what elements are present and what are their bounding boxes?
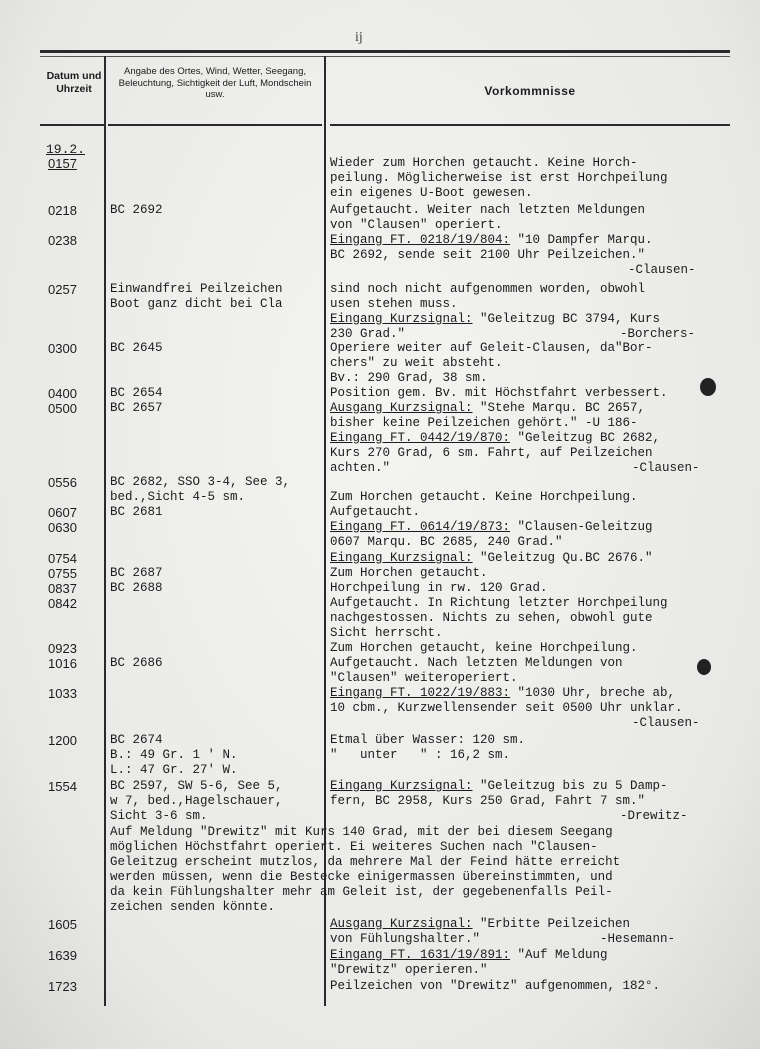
event-line (330, 917, 630, 932)
event-signature: -Hesemann- (600, 932, 676, 946)
event-line: BC 2692, sende seit 2100 Uhr Peilzeichen." (330, 248, 646, 262)
event-line: 0607 Marqu. BC 2685, 240 Grad." (330, 535, 563, 549)
narrative-line: werden müssen, wenn die Bestecke einigermassen übereinstimmten, und (110, 870, 613, 884)
event-line (330, 312, 660, 327)
header-location: Angabe des Ortes, Wind, Wetter, Seegang, Beleuchtung, Sichtigkeit der Luft, Mondschein usw. (118, 66, 312, 101)
location-entry: Boot ganz dicht bei Cla (110, 297, 283, 311)
time-entry: 1016 (48, 656, 77, 671)
header-rule-events (330, 124, 730, 126)
event-message-label: Eingang FT. 0218/19/804: (330, 233, 511, 247)
event-line: Zum Horchen getaucht. Keine Horchpeilung. (330, 490, 638, 504)
event-line: Aufgetaucht. (330, 505, 421, 519)
location-entry: BC 2682, SSO 3-4, See 3, (110, 475, 291, 489)
location-entry: BC 2681 (110, 505, 163, 519)
header-events: Vorkommnisse (484, 84, 576, 98)
location-entry: Sicht 3-6 sm. (110, 809, 208, 823)
event-message-text: "Clausen-Geleitzug (510, 520, 653, 534)
time-entry: 0157 (48, 156, 77, 171)
event-message-label: Eingang FT. 0442/19/870: (330, 431, 511, 445)
narrative-line: zeichen senden könnte. (110, 900, 276, 914)
event-line: Horchpeilung in rw. 120 Grad. (330, 581, 548, 595)
event-line: 230 Grad." (330, 327, 406, 341)
event-signature: -Clausen- (632, 461, 700, 475)
event-signature: -Clausen- (628, 263, 696, 277)
page-number: ij (355, 30, 363, 45)
event-signature: -Clausen- (632, 716, 700, 730)
location-entry: BC 2645 (110, 341, 163, 355)
event-line: Peilzeichen von "Drewitz" aufgenommen, 182°. (330, 979, 661, 993)
time-entry: 0837 (48, 581, 77, 596)
event-line: Aufgetaucht. Weiter nach letzten Meldungen (330, 203, 646, 217)
time-entry: 0238 (48, 233, 77, 248)
location-entry: bed.,Sicht 4-5 sm. (110, 490, 246, 504)
time-entry: 1605 (48, 917, 77, 932)
top-rule-thin (40, 56, 730, 57)
event-line: usen stehen muss. (330, 297, 458, 311)
event-line: "Clausen" weiteroperiert. (330, 671, 518, 685)
narrative-line: Geleitzug erscheint mutzlos, da mehrere Mal der Feind hätte erreicht (110, 855, 621, 869)
time-entry: 0755 (48, 566, 77, 581)
location-entry: Einwandfrei Peilzeichen (110, 282, 283, 296)
time-entry: 0754 (48, 551, 77, 566)
ink-blot (697, 659, 711, 675)
event-message-label: Eingang FT. 0614/19/873: (330, 520, 511, 534)
time-entry: 1723 (48, 979, 77, 994)
narrative-line: da kein Fühlungshalter mehr am Geleit ist, der gegebenenfalls Peil- (110, 885, 613, 899)
event-line: bisher keine Peilzeichen gehört." -U 186- (330, 416, 638, 430)
event-line: von "Clausen" operiert. (330, 218, 503, 232)
event-line: chers" zu weit absteht. (330, 356, 503, 370)
event-message-text: "Geleitzug BC 2682, (510, 431, 661, 445)
event-line: Wieder zum Horchen getaucht. Keine Horch- (330, 156, 638, 170)
event-line: Aufgetaucht. Nach letzten Meldungen von (330, 656, 623, 670)
event-line: Aufgetaucht. In Richtung letzter Horchpeilung (330, 596, 668, 610)
event-line (330, 948, 608, 963)
location-entry: w 7, bed.,Hagelschauer, (110, 794, 283, 808)
time-entry: 0607 (48, 505, 77, 520)
event-message-text: "Erbitte Peilzeichen (472, 917, 631, 931)
narrative-line: Auf Meldung "Drewitz" mit Kurs 140 Grad, mit der bei diesem Seegang (110, 825, 613, 839)
event-line: Position gem. Bv. mit Höchstfahrt verbessert. (330, 386, 668, 400)
location-entry: B.: 49 Gr. 1 ' N. (110, 748, 238, 762)
event-line (330, 779, 668, 794)
event-line: Etmal über Wasser: 120 sm. (330, 733, 526, 747)
event-line: "Drewitz" operieren." (330, 963, 488, 977)
event-message-label: Ausgang Kurzsignal: (330, 401, 473, 415)
time-entry: 0923 (48, 641, 77, 656)
narrative-line: möglichen Höchstfahrt operiert. Ei weiteres Suchen nach "Clausen- (110, 840, 598, 854)
event-line: peilung. Möglicherweise ist erst Horchpeilung (330, 171, 668, 185)
event-line: fern, BC 2958, Kurs 250 Grad, Fahrt 7 sm." (330, 794, 646, 808)
event-line (330, 233, 653, 248)
time-entry: 0218 (48, 203, 77, 218)
location-entry: L.: 47 Gr. 27' W. (110, 763, 238, 777)
time-entry: 0556 (48, 475, 77, 490)
time-entry: 0257 (48, 282, 77, 297)
event-line (330, 431, 660, 446)
event-message-text: "10 Dampfer Marqu. (510, 233, 653, 247)
time-entry: 1033 (48, 686, 77, 701)
event-line: Zum Horchen getaucht. (330, 566, 488, 580)
event-message-text: "Geleitzug BC 3794, Kurs (472, 312, 661, 326)
location-entry: BC 2688 (110, 581, 163, 595)
event-line: nachgestossen. Nichts zu sehen, obwohl gute (330, 611, 653, 625)
event-message-text: "Stehe Marqu. BC 2657, (472, 401, 646, 415)
event-line: 10 cbm., Kurzwellensender seit 0500 Uhr unklar. (330, 701, 683, 715)
location-entry: BC 2687 (110, 566, 163, 580)
event-message-text: "Geleitzug Qu.BC 2676." (472, 551, 653, 565)
time-entry: 0400 (48, 386, 77, 401)
time-entry: 0300 (48, 341, 77, 356)
event-line: Zum Horchen getaucht, keine Horchpeilung. (330, 641, 638, 655)
log-date: 19.2. (46, 142, 86, 157)
time-entry: 1200 (48, 733, 77, 748)
location-entry: BC 2597, SW 5-6, See 5, (110, 779, 283, 793)
location-entry: BC 2692 (110, 203, 163, 217)
event-message-text: "1030 Uhr, breche ab, (510, 686, 676, 700)
event-line (330, 551, 653, 566)
location-entry: BC 2686 (110, 656, 163, 670)
time-entry: 0630 (48, 520, 77, 535)
event-signature: -Borchers- (620, 327, 696, 341)
event-line: " unter " : 16,2 sm. (330, 748, 511, 762)
event-message-text: "Geleitzug bis zu 5 Damp- (472, 779, 668, 793)
time-entry: 0842 (48, 596, 77, 611)
time-entry: 0500 (48, 401, 77, 416)
header-date: Datum und Uhrzeit (46, 70, 102, 95)
header-rule-location (108, 124, 322, 126)
event-message-label: Eingang FT. 1631/19/891: (330, 948, 511, 962)
top-rule (40, 50, 730, 53)
ink-blot (700, 378, 716, 396)
event-line: sind noch nicht aufgenommen worden, obwohl (330, 282, 646, 296)
event-line: Operiere weiter auf Geleit-Clausen, da"Bor- (330, 341, 653, 355)
event-line: Sicht herrscht. (330, 626, 443, 640)
event-signature: -Drewitz- (620, 809, 688, 823)
header-rule-date (40, 124, 104, 126)
event-message-label: Eingang Kurzsignal: (330, 551, 473, 565)
event-message-text: "Auf Meldung (510, 948, 608, 962)
location-entry: BC 2654 (110, 386, 163, 400)
event-line (330, 401, 645, 416)
event-line: von Fühlungshalter." (330, 932, 481, 946)
event-message-label: Eingang Kurzsignal: (330, 779, 473, 793)
event-line: Kurs 270 Grad, 6 sm. Fahrt, auf Peilzeichen (330, 446, 653, 460)
event-message-label: Eingang Kurzsignal: (330, 312, 473, 326)
event-message-label: Eingang FT. 1022/19/883: (330, 686, 511, 700)
time-entry: 1639 (48, 948, 77, 963)
time-entry: 1554 (48, 779, 77, 794)
location-entry: BC 2657 (110, 401, 163, 415)
event-line: achten." (330, 461, 391, 475)
column-divider-left (104, 56, 106, 1006)
event-line (330, 686, 675, 701)
event-message-label: Ausgang Kurzsignal: (330, 917, 473, 931)
event-line: Bv.: 290 Grad, 38 sm. (330, 371, 488, 385)
event-line: ein eigenes U-Boot gewesen. (330, 186, 533, 200)
event-line (330, 520, 653, 535)
location-entry: BC 2674 (110, 733, 163, 747)
